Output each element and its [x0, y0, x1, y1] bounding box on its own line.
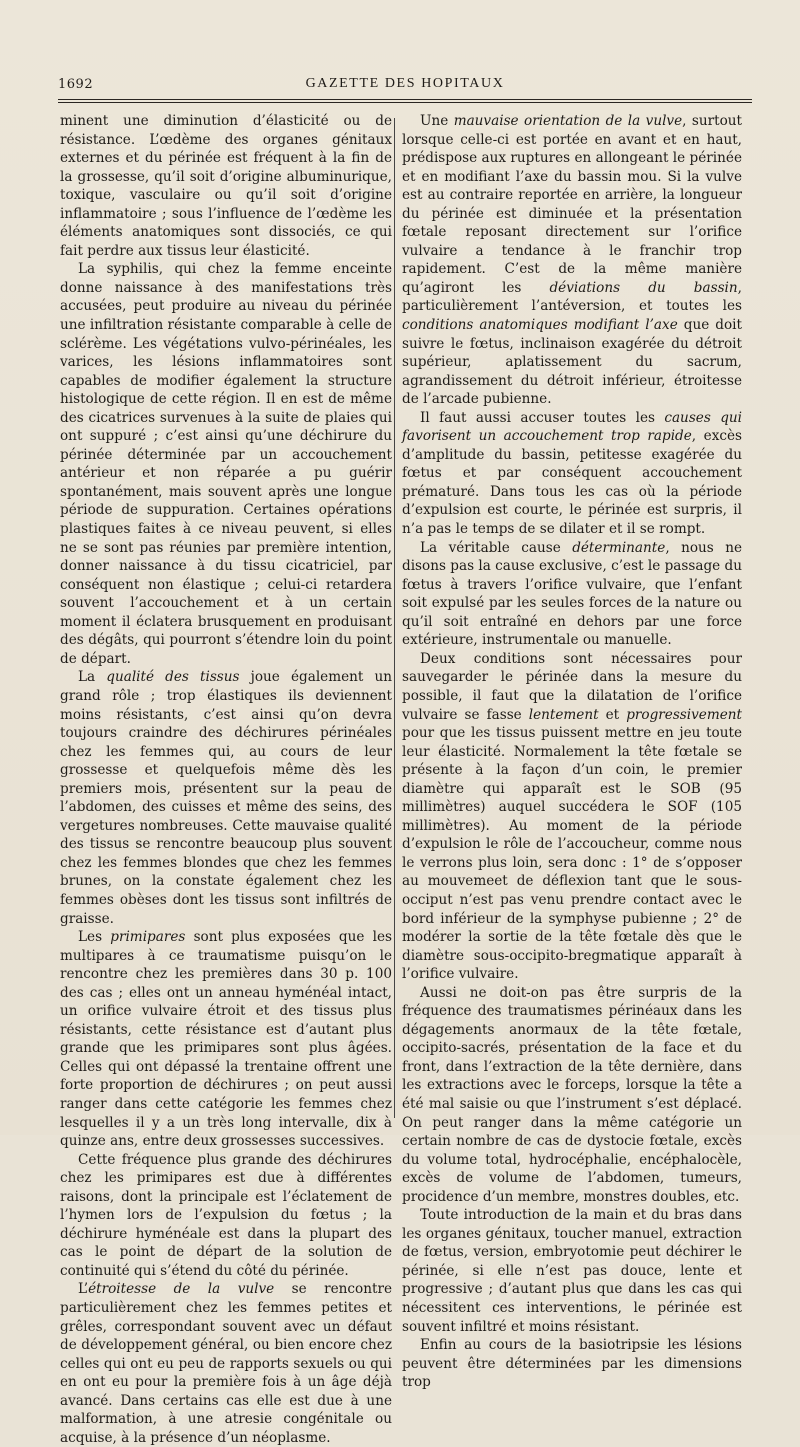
paragraph: Enfin au cours de la basiotripsie les lésions peuvent être déterminées par les dimensions trop	[402, 1337, 742, 1391]
paragraph: Deux conditions sont nécessaires pour sauvegarder le périnée dans la mesure du possible, il faut que la dilatation de l’orifice vulvaire se fasse lentement et progressivement pour que les tissus puissent mettre en jeu toute leur élasticité. Normalement la tête fœtale se présente à la façon d’un coin, le premier diamètre qui apparaît est le SOB (95 millimètres) auquel succédera le SOF (105 millimètres). Au moment de la période d’expulsion le rôle de l’accoucheur, comme nous le verrons plus loin, sera donc : 1° de s’opposer au mouvemeet de déflexion tant que le sous-occiput n’est pas venu prendre contact avec le bord inférieur de la symphyse pubienne ; 2° de modérer la sortie de la tête fœtale dès que le diamètre sous-occipito-bregmatique apparaît à l’orifice vulvaire.	[402, 650, 742, 983]
paragraph: Les primipares sont plus exposées que les multipares à ce traumatisme puisqu’on le rencontre chez les premières dans 30 p. 100 des cas ; elles ont un anneau hyménéal intact, un orifice vulvaire étroit et des tissus plus résistants, cette résistance est d’autant plus grande que les primipares sont plus âgées. Celles qui ont dépassé la trentaine offrent une forte proportion de déchirures ; on peut aussi ranger dans cette catégorie les femmes chez lesquelles il y a un très long intervalle, dix à quinze ans, entre deux grossesses successives.	[60, 929, 392, 1150]
paragraph: Il faut aussi accuser toutes les causes qui favorisent un accouchement trop rapide, excès d’amplitude du bassin, petitesse exagérée du fœtus et par conséquent accouchement prématuré. Dans tous les cas où la période d’expulsion est courte, le périnée est surpris, il n’a pas le temps de se dilater et il se rompt.	[402, 409, 742, 538]
paragraph: Une mauvaise orientation de la vulve, surtout lorsque celle-ci est portée en avant et en haut, prédispose aux ruptures en allongeant le périnée et en modifiant l’axe du bassin mou. Si la vulve est au contraire reportée en arrière, la longueur du périnée est diminuée et la présentation fœtale reposant directement sur l’orifice vulvaire a tendance à le franchir trop rapidement. C’est de la même manière qu’agiront les déviations du bassin, particulièrement l’antéversion, et toutes les conditions anatomiques modifiant l’axe que doit suivre le fœtus, inclinaison exagérée du détroit supérieur, aplatissement du sacrum, agrandissement du détroit inférieur, étroitesse de l’arcade pubienne.	[402, 113, 742, 408]
left-column	[60, 112, 392, 1447]
page-number: 1692	[58, 77, 94, 92]
header-rule-top	[58, 99, 752, 100]
paragraph: minent une diminution d’élasticité ou de résistance. L’œdème des organes génitaux externes et du périnée est fréquent à la fin de la grossesse, qu’il soit d’origine albuminurique, toxique, vasculaire ou qu’il soit d’origine inflammatoire ; sous l’influence de l’œdème les éléments anatomiques sont dissociés, ce qui fait perdre aux tissus leur élasticité.	[60, 113, 392, 259]
paragraph: La véritable cause déterminante, nous ne disons pas la cause exclusive, c’est le passage du fœtus à travers l’orifice vulvaire, que l’enfant soit expulsé par les seules forces de la nature ou qu’il soit entraîné en dehors par une force extérieure, instrumentale ou manuelle.	[402, 539, 742, 649]
paragraph: La syphilis, qui chez la femme enceinte donne naissance à des manifestations très accusées, peut produire au niveau du périnée une infiltration résistante comparable à celle de sclérème. Les végétations vulvo-périnéales, les varices, les lésions inflammatoires sont capables de modifier également la structure histologique de cette région. Il en est de même des cicatrices survenues à la suite de plaies qui ont suppuré ; c’est ainsi qu’une déchirure du périnée déterminée par un accouchement antérieur et non réparée a pu guérir spontanément, mais souvent après une longue période de suppuration. Certaines opérations plastiques faites à ce niveau peuvent, si elles ne se sont pas réunies par première intention, donner naissance à du tissu cicatriciel, par conséquent non élastique ; celui-ci retardera souvent l’accouchement et à un certain moment il éclatera brusquement en produisant des dégâts, qui pourront s’étendre loin du point de départ.	[60, 261, 392, 667]
header-rule-bottom	[58, 102, 752, 103]
paragraph: Aussi ne doit-on pas être surpris de la fréquence des traumatismes périnéaux dans les dégagements anormaux de la tête fœtale, occipito-sacrés, présentation de la face et du front, dans l’extraction de la tête dernière, dans les extractions avec le forceps, lorsque la tête a été mal saisie ou que l’instrument s’est déplacé. On peut ranger dans la même catégorie un certain nombre de cas de dystocie fœtale, excès du volume total, hydrocéphalie, encéphalocèle, excès de volume de l’abdomen, tumeurs, procidence d’un membre, monstres doubles, etc.	[402, 984, 742, 1205]
paragraph: L’étroitesse de la vulve se rencontre particulièrement chez les femmes petites et grêles, correspondant souvent avec un défaut de développement général, ou bien encore chez celles qui ont eu peu de rapports sexuels ou qui en ont eu pour la première fois à un âge déjà avancé. Dans certains cas elle est due à une malformation, à une atresie congénitale ou acquise, à la présence d’un néoplasme.	[60, 1281, 392, 1446]
page-header	[58, 74, 752, 94]
paragraph: Cette fréquence plus grande des déchirures chez les primipares est due à différentes raisons, dont la principale est l’éclatement de l’hymen lors de l’expulsion du fœtus ; la déchirure hyménéale est dans la plupart des cas le point de départ de la solution de continuité qui s’étend du côté du périnée.	[60, 1151, 392, 1279]
right-column	[402, 112, 742, 1392]
column-divider	[394, 118, 395, 1118]
journal-title: GAZETTE DES HOPITAUX	[305, 76, 505, 91]
paragraph: Toute introduction de la main et du bras dans les organes génitaux, toucher manuel, extraction de fœtus, version, embryotomie peut déchirer le périnée, si elle n’est pas douce, lente et progressive ; d’autant plus que dans les cas qui nécessitent ces interventions, le périnée est souvent infiltré et moins résistant.	[402, 1207, 742, 1335]
paragraph: La qualité des tissus joue également un grand rôle ; trop élastiques ils deviennent moins résistants, c’est ainsi qu’on devra toujours craindre des déchirures périnéales chez les femmes qui, au cours de leur grossesse et quelquefois même dès les premiers mois, présentent sur la peau de l’abdomen, des cuisses et même des seins, des vergetures nombreuses. Cette mauvaise qualité des tissus se rencontre beaucoup plus souvent chez les femmes blondes que chez les femmes brunes, on la constate également chez les femmes obèses dont les tissus sont infiltrés de graisse.	[60, 669, 393, 927]
